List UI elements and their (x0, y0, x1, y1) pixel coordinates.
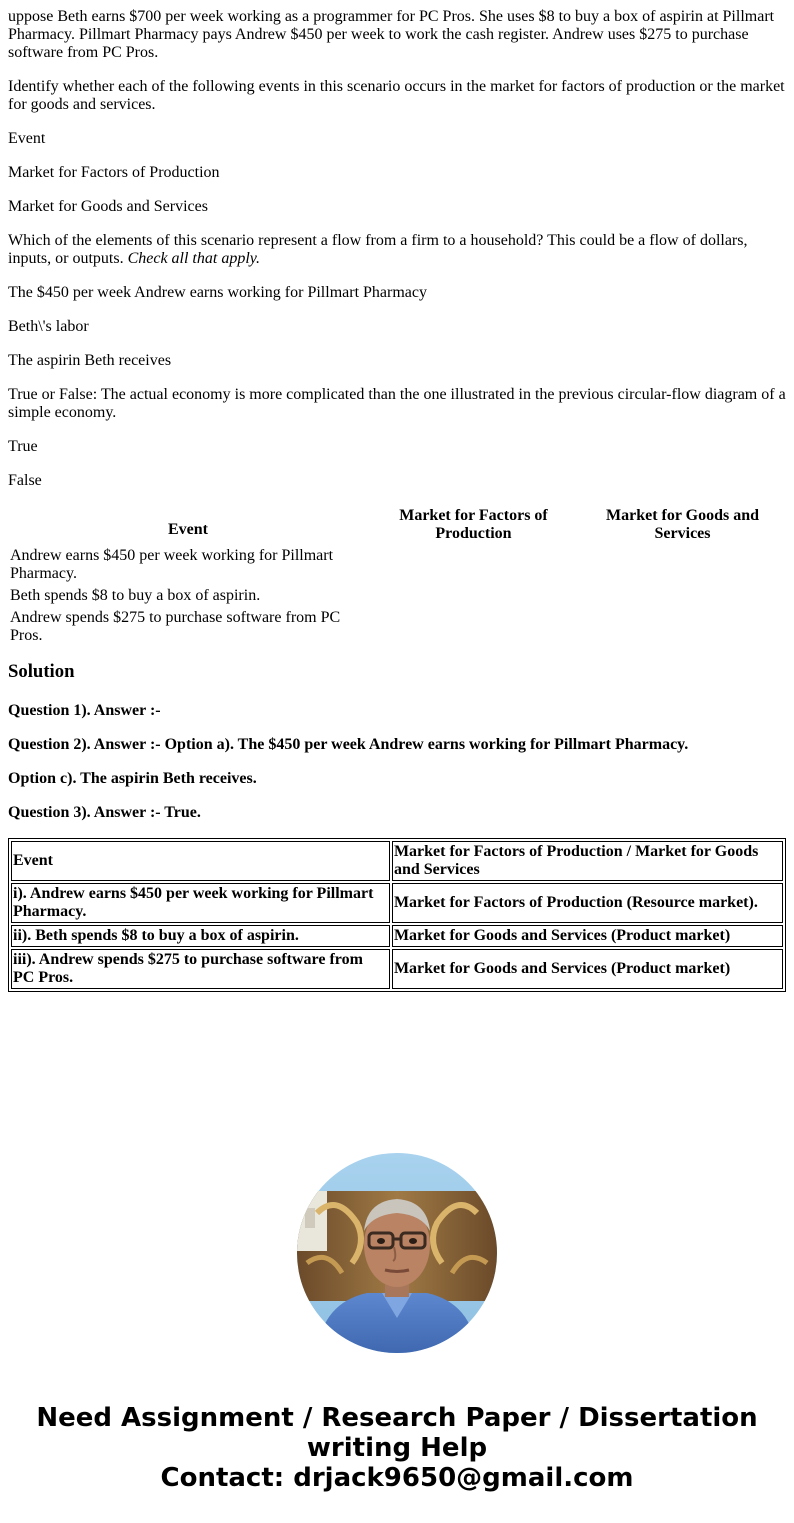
answer-header-market: Market for Factors of Production / Market for Goods and Services (392, 841, 783, 881)
header-event: Event (167, 520, 208, 538)
goods-cell[interactable] (580, 586, 785, 606)
person-portrait-icon (297, 1153, 497, 1353)
answer-table-header (11, 841, 783, 881)
question-table (7, 504, 787, 648)
column-label-event: Event (8, 130, 46, 147)
answer-market-cell: Market for Factors of Production (Resource market). (392, 883, 783, 923)
goods-cell[interactable] (580, 608, 785, 646)
event-cell: Beth spends $8 to buy a box of aspirin. (10, 587, 261, 604)
author-avatar (297, 1153, 497, 1353)
question3-prompt: True or False: The actual economy is more complicated than the one illustrated in the previous circular-flow diagram of a simple economy. (8, 386, 786, 421)
event-cell: Andrew earns $450 per week working for Pillmart Pharmacy. (10, 547, 334, 582)
answer-market-cell: Market for Goods and Services (Product market) (392, 949, 783, 989)
factors-cell[interactable] (369, 586, 578, 606)
question2-italic: Check all that apply. (127, 250, 260, 267)
table-row (11, 925, 783, 947)
question-table-header (9, 506, 785, 544)
answer-1: Question 1). Answer :- (8, 702, 161, 719)
answer-event-cell: ii). Beth spends $8 to buy a box of aspirin. (11, 925, 390, 947)
factors-cell[interactable] (369, 546, 578, 584)
answer-market-cell: Market for Goods and Services (Product market) (392, 925, 783, 947)
header-factors: Market for Factors of Production (399, 507, 548, 542)
table-row (11, 949, 783, 989)
instruction-paragraph: Identify whether each of the following events in this scenario occurs in the market for factors of production or the market for goods and services. (8, 78, 785, 113)
answer-2: Question 2). Answer :- Option a). The $450 per week Andrew earns working for Pillmart Pharmacy. (8, 736, 689, 753)
promo-line-1: Need Assignment / Research Paper / Dissertation (36, 1403, 758, 1433)
column-label-factors: Market for Factors of Production (8, 164, 220, 181)
goods-cell[interactable] (580, 546, 785, 584)
promo-contact[interactable]: Contact: drjack9650@gmail.com (160, 1463, 634, 1493)
answer-table (8, 838, 786, 992)
document-body (8, 8, 786, 992)
table-row (9, 608, 785, 646)
answer-header-event: Event (11, 841, 390, 881)
option-aspirin[interactable]: The aspirin Beth receives (8, 352, 172, 369)
event-cell: Andrew spends $275 to purchase software from PC Pros. (10, 609, 341, 644)
option-true[interactable]: True (8, 438, 38, 455)
promo-banner (0, 1403, 794, 1493)
table-row (9, 586, 785, 606)
solution-heading: Solution (8, 661, 75, 682)
table-row (9, 546, 785, 584)
column-label-goods: Market for Goods and Services (8, 198, 208, 215)
option-false[interactable]: False (8, 472, 42, 489)
intro-paragraph: uppose Beth earns $700 per week working as a programmer for PC Pros. She uses $8 to buy a box of aspirin at Pillmart Pharmacy. Pillmart Pharmacy pays Andrew $450 per week to work the cash register. Andrew uses $275 to purchase software from PC Pros. (8, 8, 775, 61)
option-andrew-earns[interactable]: The $450 per week Andrew earns working for Pillmart Pharmacy (8, 284, 427, 301)
answer-event-cell: i). Andrew earns $450 per week working for Pillmart Pharmacy. (11, 883, 390, 923)
question2-prompt: Which of the elements of this scenario represent a flow from a firm to a household? This could be a flow of dollars, inputs, or outputs. Check all that apply. (8, 232, 748, 267)
header-goods: Market for Goods and Services (605, 507, 760, 542)
promo-line-2: writing Help (306, 1433, 488, 1463)
answer-3: Question 3). Answer :- True. (8, 804, 201, 821)
option-beth-labor[interactable]: Beth\'s labor (8, 318, 89, 335)
table-row (11, 883, 783, 923)
answer-event-cell: iii). Andrew spends $275 to purchase software from PC Pros. (11, 949, 390, 989)
factors-cell[interactable] (369, 608, 578, 646)
answer-2-option-c: Option c). The aspirin Beth receives. (8, 770, 257, 787)
